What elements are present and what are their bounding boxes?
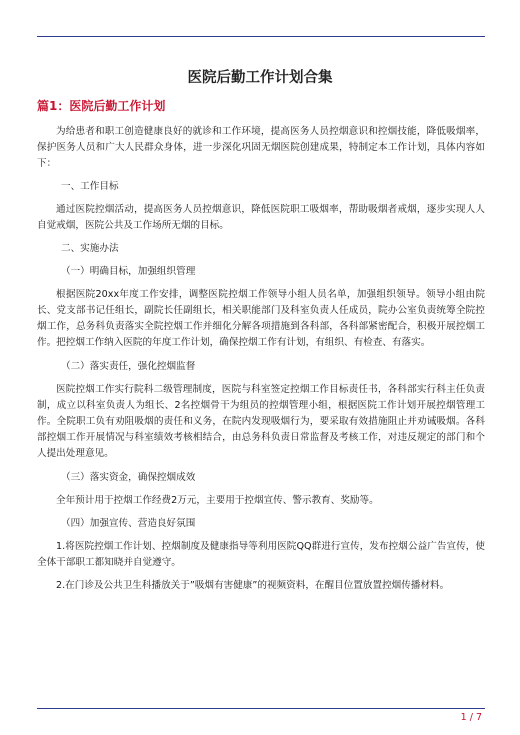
responsibility-paragraph: 医院控烟工作实行院科二级管理制度，医院与科室签定控烟工作目标责任书，各科部实行科主任负责制，成立以科室负责人为组长、2名控烟骨干为组员的控烟管理小组，根据医院工作计划开展控烟管理工作。全院职工负有劝阻吸烟的责任和义务，在院内发现吸烟行为，要采取有效措施阻止并劝诫吸烟。各科部控烟工作开展情况与科室绩效考核相结合，由总务科负责日常监督及考核工作，对违反规定的部门和个人提出处理意见。 [37,384,485,459]
subheading-responsibility: （二）落实责任，强化控烟监督 [61,361,196,372]
subheading-funding: （三）落实资金，确保控烟成效 [61,472,196,483]
publicity-item-2: 2.在门诊及公共卫生科播放关于”吸烟有害健康”的视频资料，在醒目位置放置控烟传播材料。 [56,580,450,591]
footer-rule [37,708,485,709]
document-body [37,124,485,594]
subheading-publicity: （四）加强宣传、营造良好氛围 [61,518,196,529]
heading-goal: 一、工作目标 [61,181,119,192]
header-rule [37,36,485,37]
publicity-item-1: 1.将医院控烟工作计划、控烟制度及健康指导等利用医院QQ群进行宣传，发布控烟公益广告宣传，使全体干部职工都知晓并自觉遵守。 [37,541,485,568]
page-indicator: 1 / 7 [460,712,482,723]
document-title: 医院后勤工作计划合集 [187,70,333,86]
goal-paragraph: 通过医院控烟活动，提高医务人员控烟意识，降低医院职工吸烟率，帮助吸烟者戒烟，逐步实现人人自觉戒烟，医院公共及工作场所无烟的目标。 [37,204,485,231]
funding-paragraph: 全年预计用于控烟工作经费2万元，主要用于控烟宣传、警示教育、奖励等。 [56,495,379,506]
heading-methods: 二、实施办法 [61,243,119,254]
intro-paragraph: 为给患者和职工创造健康良好的就诊和工作环境，提高医务人员控烟意识和控烟技能，降低吸烟率，保护医务人员和广大人民群众身体，进一步深化巩固无烟医院创建成果，特制定本工作计划，具体内容如下： [37,126,485,169]
organization-paragraph: 根据医院20xx年度工作安排，调整医院控烟工作领导小组人员名单，加强组织领导。领导小组由院长、党支部书记任组长，副院长任副组长，相关职能部门及科室负责人任成员，院办公室负责统筹全院控烟工作，总务科负责落实全院控烟工作并细化分解各项措施到各科部，各科部紧密配合，积极开展控烟工作。把控烟工作纳入医院的年度工作计划，确保控烟工作有计划，有组织、有检查、有落实。 [37,289,485,348]
subheading-organization: （一）明确目标，加强组织管理 [61,266,196,277]
section-heading: 篇1：医院后勤工作计划 [37,99,166,113]
